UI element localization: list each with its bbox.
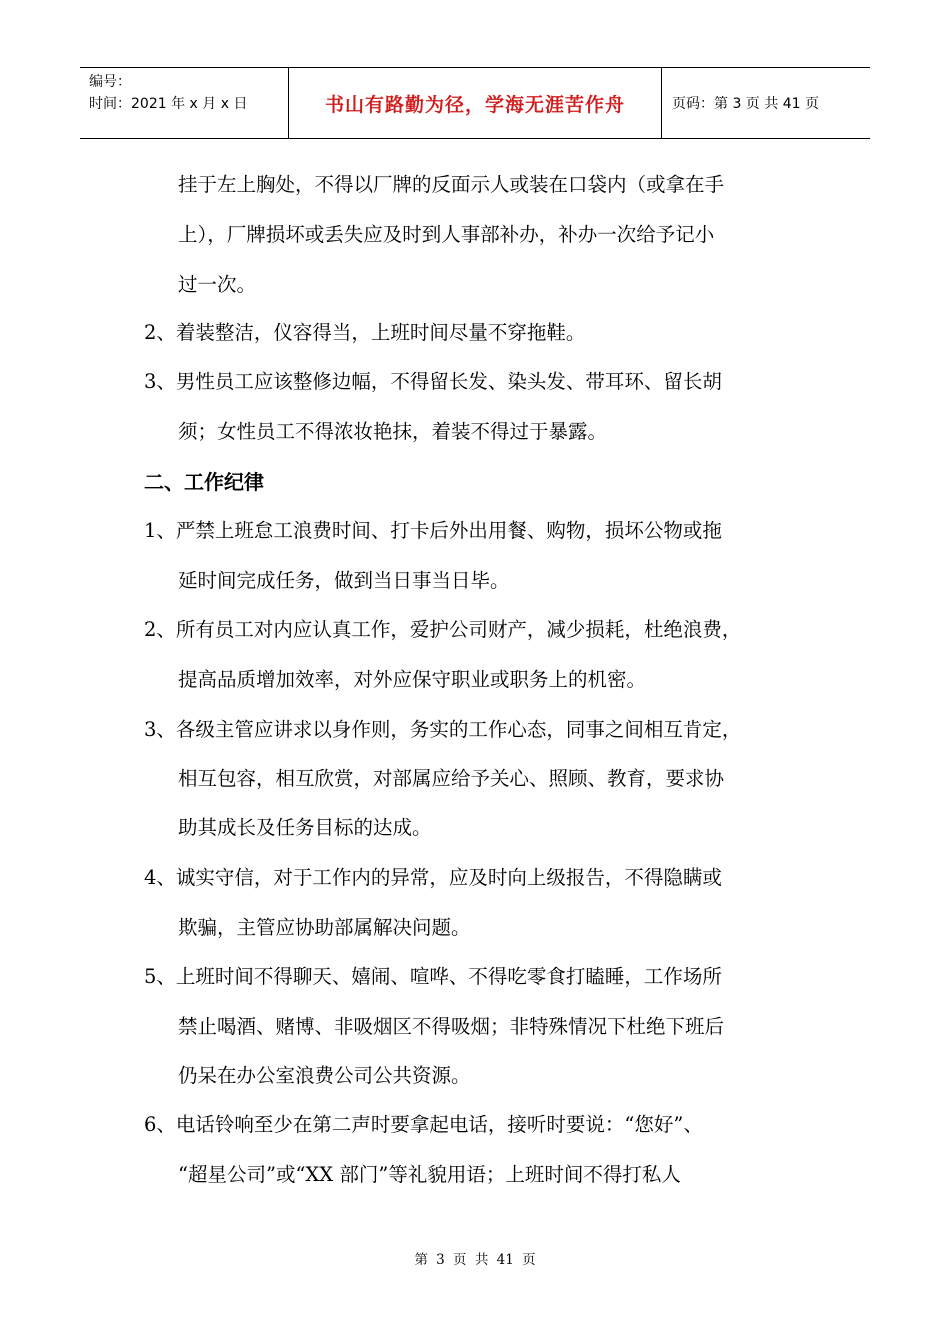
body-line: 须；女性员工不得浓妆艳抹，着装不得过于暴露。 <box>178 420 608 443</box>
list-item: 4、诚实守信，对于工作内的异常，应及时向上级报告，不得隐瞒或 <box>144 866 722 889</box>
list-item: 6、电话铃响至少在第二声时要拿起电话，接听时要说：“您好”、 <box>144 1113 703 1136</box>
list-item: 2、着装整洁，仪容得当，上班时间尽量不穿拖鞋。 <box>144 321 586 344</box>
body-line: 欺骗，主管应协助部属解决问题。 <box>178 916 471 939</box>
body-line: “超星公司”或“XX 部门”等礼貌用语；上班时间不得打私人 <box>178 1163 681 1186</box>
body-line: 提高品质增加效率，对外应保守职业或职务上的机密。 <box>178 668 647 691</box>
list-item: 2、所有员工对内应认真工作，爱护公司财产，减少损耗，杜绝浪费， <box>144 618 742 641</box>
header-page-info: 页码：第 3 页 共 41 页 <box>672 96 819 112</box>
body-line: 仍呆在办公室浪费公司公共资源。 <box>178 1064 471 1087</box>
list-item: 1、严禁上班怠工浪费时间、打卡后外出用餐、购物，损坏公物或拖 <box>144 519 722 542</box>
header-motto: 书山有路勤为径，学海无涯苦作舟 <box>289 68 662 138</box>
document-date: 时间：2021 年 x 月 x 日 <box>89 96 248 112</box>
body-line: 延时间完成任务，做到当日事当日毕。 <box>178 569 510 592</box>
list-item: 5、上班时间不得聊天、嬉闹、喧哗、不得吃零食打瞌睡，工作场所 <box>144 965 722 988</box>
list-item: 3、男性员工应该整修边幅，不得留长发、染头发、带耳环、留长胡 <box>144 370 722 393</box>
page-footer: 第 3 页 共 41 页 <box>414 1252 536 1268</box>
body-line: 过一次。 <box>178 273 257 296</box>
body-line: 禁止喝酒、赌博、非吸烟区不得吸烟；非特殊情况下杜绝下班后 <box>178 1015 725 1038</box>
body-line: 挂于左上胸处，不得以厂牌的反面示人或装在口袋内（或拿在手 <box>178 173 725 196</box>
page-header <box>80 67 870 139</box>
section-heading: 二、工作纪律 <box>144 470 264 494</box>
document-number-label: 编号： <box>89 74 131 90</box>
body-line: 相互包容，相互欣赏，对部属应给予关心、照顾、教育，要求协 <box>178 767 725 790</box>
body-line: 上），厂牌损坏或丢失应及时到人事部补办，补办一次给予记小 <box>178 223 715 246</box>
header-left-cell <box>80 68 289 138</box>
list-item: 3、各级主管应讲求以身作则，务实的工作心态，同事之间相互肯定， <box>144 718 742 741</box>
body-line: 助其成长及任务目标的达成。 <box>178 816 432 839</box>
